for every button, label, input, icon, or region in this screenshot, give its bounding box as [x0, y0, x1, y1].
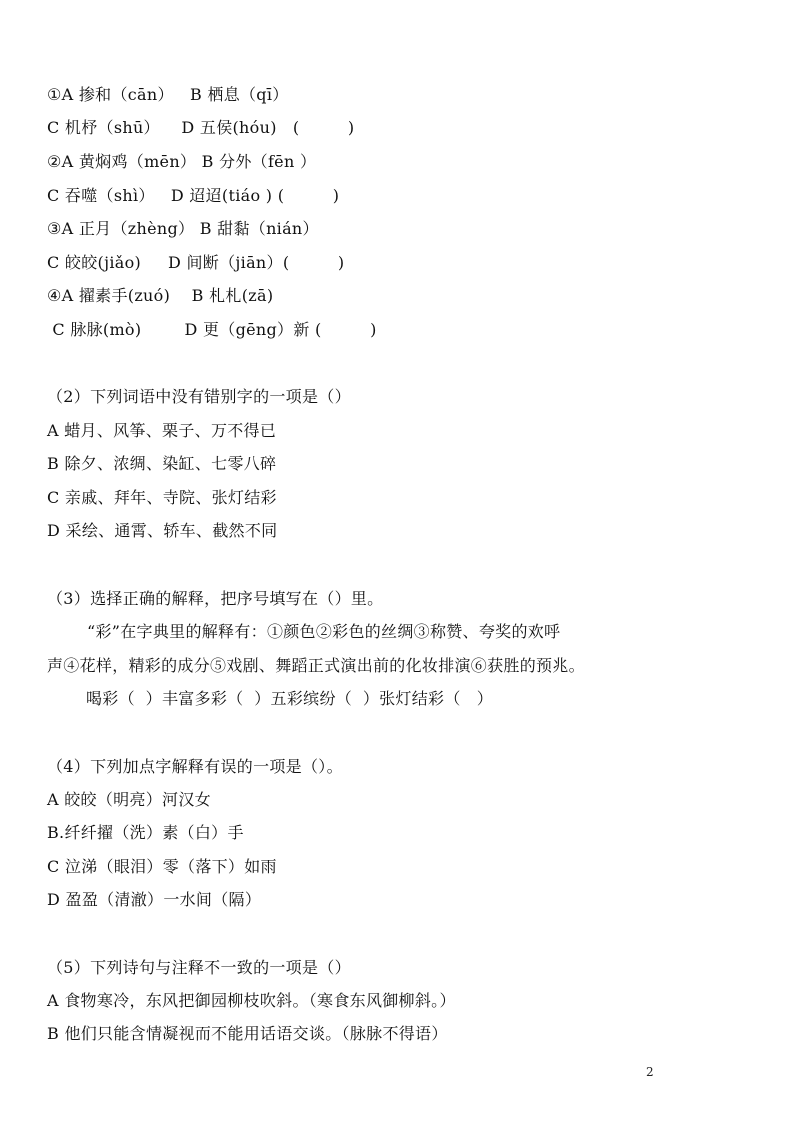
q2-option-d: D 采绘、通霄、轿车、截然不同	[47, 521, 278, 540]
q3-fill-blanks: 喝彩（ ）丰富多彩（ ）五彩缤纷（ ）张灯结彩（ ）	[86, 689, 494, 708]
q2-heading: （2）下列词语中没有错别字的一项是（）	[47, 387, 351, 406]
s1-line-8: C 脉脉(mò) D 更（gēng）新 ( )	[47, 320, 377, 339]
q5-heading: （5）下列诗句与注释不一致的一项是（）	[47, 958, 351, 977]
q5-option-a: A 食物寒冷，东风把御园柳枝吹斜。（寒食东风御柳斜。）	[47, 991, 456, 1010]
q2-option-a: A 蜡月、风筝、栗子、万不得已	[47, 421, 277, 440]
s1-line-7: ④A 擢素手(zuó) B 札札(zā)	[47, 286, 274, 305]
q2-option-c: C 亲戚、拜年、寺院、张灯结彩	[47, 488, 277, 507]
s1-line-1: ①A 掺和（cān） B 栖息（qī）	[47, 85, 289, 104]
s1-line-4: C 吞噬（shì） D 迢迢(tiáo ) ( )	[47, 186, 340, 205]
s1-line-6: C 皎皎(jiǎo) D 间断（jiān）( )	[47, 253, 345, 272]
q2-option-b: B 除夕、浓绸、染缸、七零八碎	[47, 454, 277, 473]
q4-option-b: B.纤纤擢（洗）素（白）手	[47, 823, 244, 842]
s1-line-2: C 机杼（shū） D 五侯(hóu) ( )	[47, 118, 355, 137]
q5-option-b: B 他们只能含情凝视而不能用话语交谈。（脉脉不得语）	[47, 1024, 448, 1043]
s1-line-3: ②A 黄焖鸡（mēn） B 分外（fēn ）	[47, 152, 317, 171]
q4-option-d: D 盈盈（清澈）一水间（隔）	[47, 890, 262, 909]
q3-definition-line-1: “彩”在字典里的解释有：①颜色②彩色的丝绸③称赞、夸奖的欢呼	[87, 622, 561, 641]
s1-line-5: ③A 正月（zhèng） B 甜黏（nián）	[47, 219, 319, 238]
q3-definition-line-2: 声④花样，精彩的成分⑤戏剧、舞蹈正式演出前的化妆排演⑥获胜的预兆。	[47, 656, 585, 675]
page-number: 2	[646, 1065, 654, 1079]
q4-heading: （4）下列加点字解释有误的一项是（）。	[47, 757, 343, 776]
q3-heading: （3）选择正确的解释，把序号填写在（）里。	[47, 589, 384, 608]
q4-option-c: C 泣涕（眼泪）零（落下）如雨	[47, 857, 277, 876]
q4-option-a: A 皎皎（明亮）河汉女	[47, 790, 211, 809]
